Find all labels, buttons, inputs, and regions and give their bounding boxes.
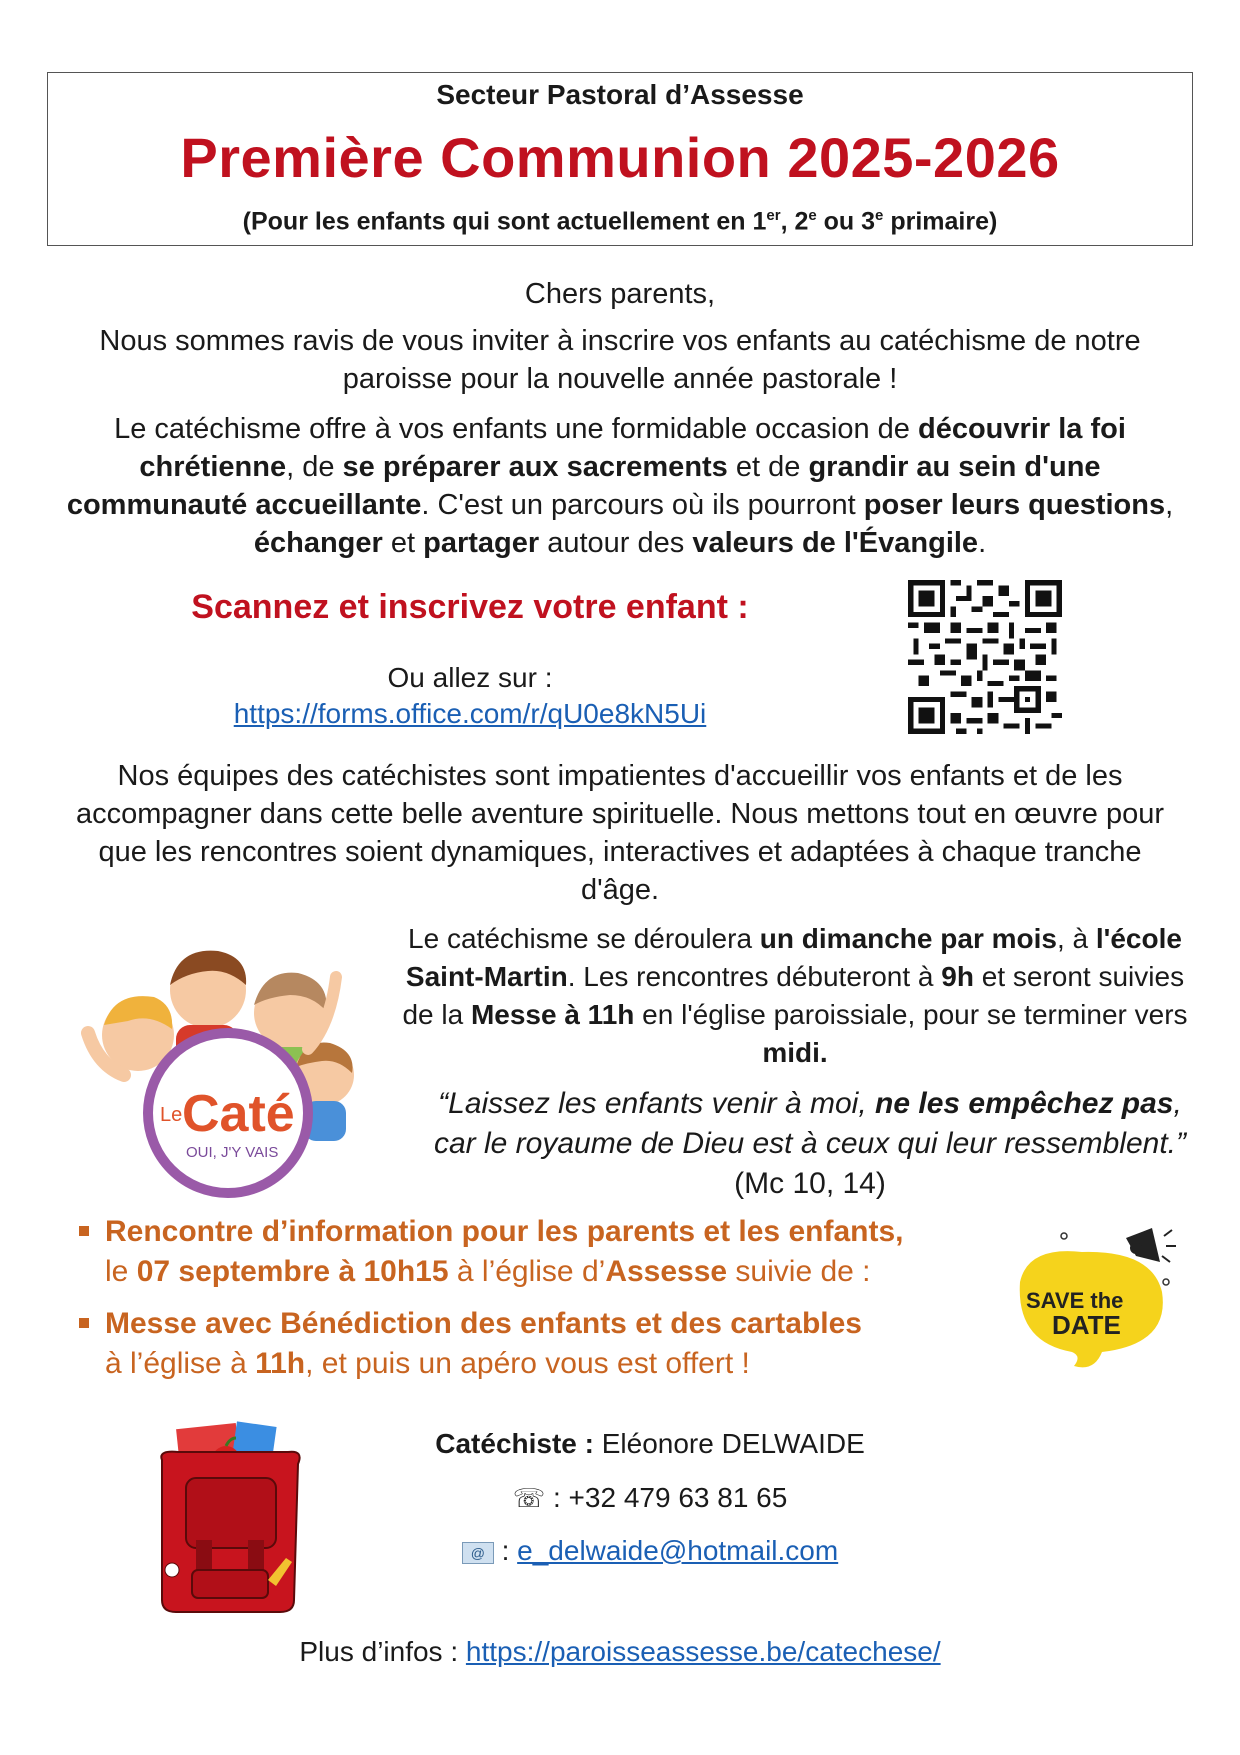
phone-line: ☏ : +32 479 63 81 65 [512,1482,788,1513]
greeting: Chers parents, [524,278,716,310]
form-link-block [150,660,790,732]
header-box [47,72,1193,246]
email-link[interactable]: e_delwaide@hotmail.com [517,1535,839,1566]
email-icon: @ [462,1542,494,1564]
save-the-date-badge [1002,1222,1180,1372]
schedule-paragraph: Le catéchisme se déroulera un dimanche par mois, à l'école Saint-Martin. Les rencontres débuteront à 9h et seront suivies de la Messe à 11h en l'église paroissiale, pour se terminer vers midi. [402,923,1188,1068]
offer-paragraph: Le catéchisme offre à vos enfants une formidable occasion de découvrir la foi chrétienne, de se préparer aux sacrements et de grandir au sein d'une communauté accueillante. C'est un parcours où ils pourront poser leurs questions, échanger et partager autour des valeurs de l'Évangile. [66,413,1174,559]
list-item: Messe avec Bénédiction des enfants et des cartables à l’église à 11h, et puis un apéro vous est offert ! [75,1304,975,1384]
sector-name: Secteur Pastoral d’Assesse [436,79,804,110]
teams-paragraph: Nos équipes des catéchistes sont impatientes d'accueillir vos enfants et de les accompagner dans cette belle aventure spirituelle. Nous mettons tout en œuvre pour que les rencontres soient dynamiques, interactives et adaptées à chaque tranche d'âge. [75,760,1165,906]
phone-icon: ☏ [512,1483,546,1513]
save-line2: DATE [1052,1310,1121,1340]
cate-le: Le [160,1104,183,1126]
qr-code[interactable] [908,580,1062,734]
cate-slogan: OUI, J'Y VAIS [186,1144,279,1161]
email-line: @ : e_delwaide@hotmail.com [330,1535,970,1567]
save-line1: SAVE the [1026,1288,1124,1313]
list-item: Rencontre d’information pour les parents et les enfants, le 07 septembre à 10h15 à l’église d’Assesse suivie de : [75,1212,975,1292]
events-list [75,1212,975,1396]
page-subtitle: (Pour les enfants qui sont actuellement en 1er, 2e ou 3e primaire) [242,207,998,236]
invite-paragraph: Nous sommes ravis de vous inviter à inscrire vos enfants au catéchisme de notre paroisse pour la nouvelle année pastorale ! [99,325,1141,395]
bible-quote: “Laissez les enfants venir à moi, ne les empêchez pas, car le royaume de Dieu est à ceux qui leur ressemblent.” (Mc 10, 14) [433,1087,1187,1200]
cate-word: Caté [182,1085,295,1143]
phone-number[interactable]: +32 479 63 81 65 [568,1482,788,1513]
page-title: Première Communion 2025-2026 [180,126,1060,189]
bullet-square-icon [79,1226,89,1236]
catechist-line: Catéchiste : Eléonore DELWAIDE [435,1428,865,1459]
scan-heading: Scannez et inscrivez votre enfant : [191,588,749,626]
schoolbag-image [148,1420,308,1615]
form-link[interactable]: https://forms.office.com/r/qU0e8kN5Ui [233,698,707,729]
more-info-line: Plus d’infos : https://paroisseassesse.be/catechese/ [299,1636,941,1667]
website-link[interactable]: https://paroisseassesse.be/catechese/ [465,1636,941,1667]
or-go-label: Ou allez sur : [387,662,553,693]
cate-logo [68,925,388,1210]
bullet-square-icon [79,1318,89,1328]
